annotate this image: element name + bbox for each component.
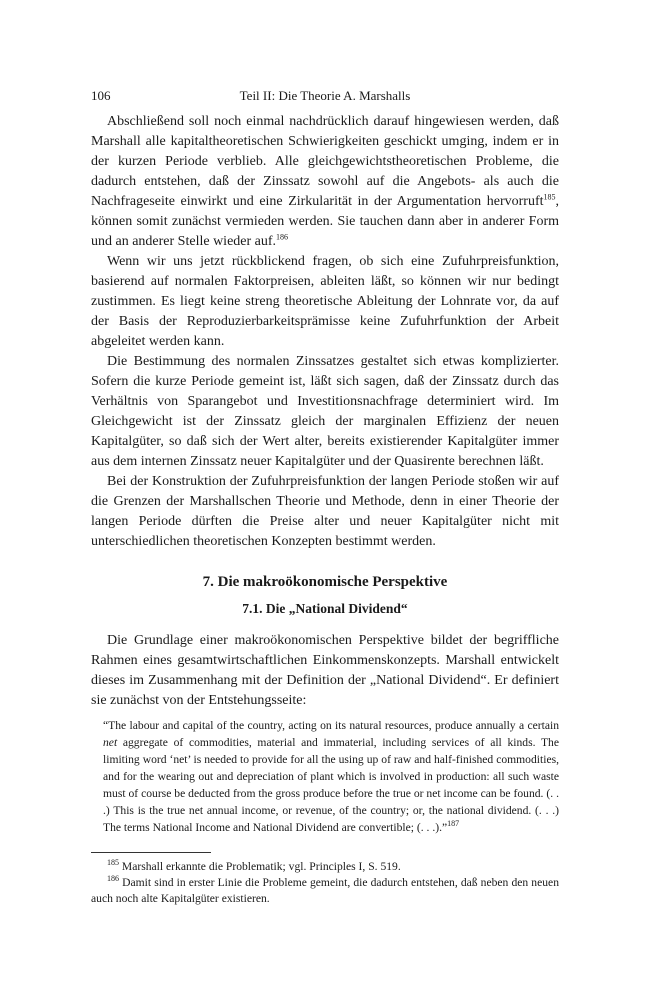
footnote-185 [91, 859, 559, 875]
paragraph-text: , können somit zunächst vermieden werden. Sie tauchen dann aber in anderer Form und an anderer Stelle wieder auf. [91, 194, 559, 249]
footnote-186 [91, 875, 559, 907]
paragraph-5 [91, 631, 559, 711]
footnote-ref: 185 [543, 192, 556, 202]
paragraph-3 [91, 352, 559, 472]
paragraph-text: Bei der Konstruktion der Zufuhrpreisfunktion der langen Periode stoßen wir auf die Grenzen der Marshallschen Theorie und Methode, denn in einer Theorie der langen Periode dürften die Preise alter und neuer Kapitalgüter nicht mit unterschiedlichen theoretischen Konzepten bestimmt werden. [91, 474, 559, 549]
paragraph-2 [91, 252, 559, 352]
paragraph-4 [91, 472, 559, 552]
block-quote [103, 717, 559, 836]
footnote-text: Marshall erkannte die Problematik; vgl. Principles I, S. 519. [119, 860, 401, 873]
page-number: 106 [91, 88, 111, 103]
subsection-heading: 7.1. Die „National Dividend“ [242, 601, 408, 616]
paragraph-text: Die Grundlage einer makroökonomischen Perspektive bildet der begriffliche Rahmen eines gesamtwirtschaftlichen Einkommenskonzepts. Marshall entwickelt dieses im Zusammenhang mit der Definition der „National Dividend“. Er definiert sie zunächst von der Entstehungsseite: [91, 633, 559, 708]
paragraph-text: Abschließend soll noch einmal nachdrücklich darauf hingewiesen werden, daß Marshall alle kapitaltheoretischen Schwierigkeiten geschickt umging, indem er in der kurzen Periode verblieb. Alle gleichgewichtstheoretischen Probleme, die dadurch entstehen, daß der Zinssatz sowohl auf die Angebots- als auch die Nachfrageseite einwirkt und eine Zirkularität in der Argumentation hervorruft [91, 114, 559, 209]
paragraph-1 [91, 112, 559, 252]
footnote-number: 185 [107, 858, 119, 868]
book-page [91, 88, 559, 907]
section-heading: 7. Die makroökonomische Perspektive [202, 574, 448, 590]
footnote-rule [91, 852, 211, 853]
footnotes [91, 852, 559, 907]
footnote-number: 186 [107, 874, 119, 884]
quote-text: “The labour and capital of the country, acting on its natural resources, produce annually a certain [103, 719, 559, 732]
footnote-ref: 187 [447, 819, 460, 829]
quote-text: aggregate of commodities, material and immaterial, including services of all kinds. The limiting word ‘net’ is needed to provide for all the using up of raw and half-finished commodities, and for the wearing out and depreciation of plant which is involved in production: all such waste must of course be deducted from the gross produce before the true or net income can be found. (. . .) This is the true net annual income, or revenue, of the country; or, the national dividend. (. . .) The terms National Income and National Dividend are convertible; (. . .).” [103, 736, 559, 834]
running-title: Teil II: Die Theorie A. Marshalls [239, 88, 411, 103]
paragraph-text: Wenn wir uns jetzt rückblickend fragen, ob sich eine Zufuhrpreisfunktion, basierend auf normalen Faktorpreisen, ableiten läßt, so können wir nur bedingt zustimmen. Es liegt keine streng theoretische Ableitung der Lohnrate vor, da auf der Basis der Reproduzierbarkeitsprämisse keine Zufuhrfunktion der Arbeit abgeleitet werden kann. [91, 254, 559, 349]
footnote-text: Damit sind in erster Linie die Probleme gemeint, die dadurch entstehen, daß neben den neuen auch noch alte Kapitalgüter existieren. [91, 876, 559, 905]
footnote-ref: 186 [276, 232, 289, 242]
quote-emphasis: net [103, 736, 118, 749]
paragraph-text: Die Bestimmung des normalen Zinssatzes gestaltet sich etwas komplizierter. Sofern die kurze Periode gemeint ist, läßt sich sagen, daß der Zinssatz durch das Verhältnis von Sparangebot und Investitionsnachfrage determiniert wird. Im Gleichgewicht ist der Zinssatz gleich der marginalen Effizienz der neuen Kapitalgüter, so daß sich der Wert alter, bereits existierender Kapitalgüter immer aus dem internen Zinssatz neuer Kapitalgüter und der Quasirente berechnen läßt. [91, 354, 559, 469]
page-header [91, 88, 559, 112]
